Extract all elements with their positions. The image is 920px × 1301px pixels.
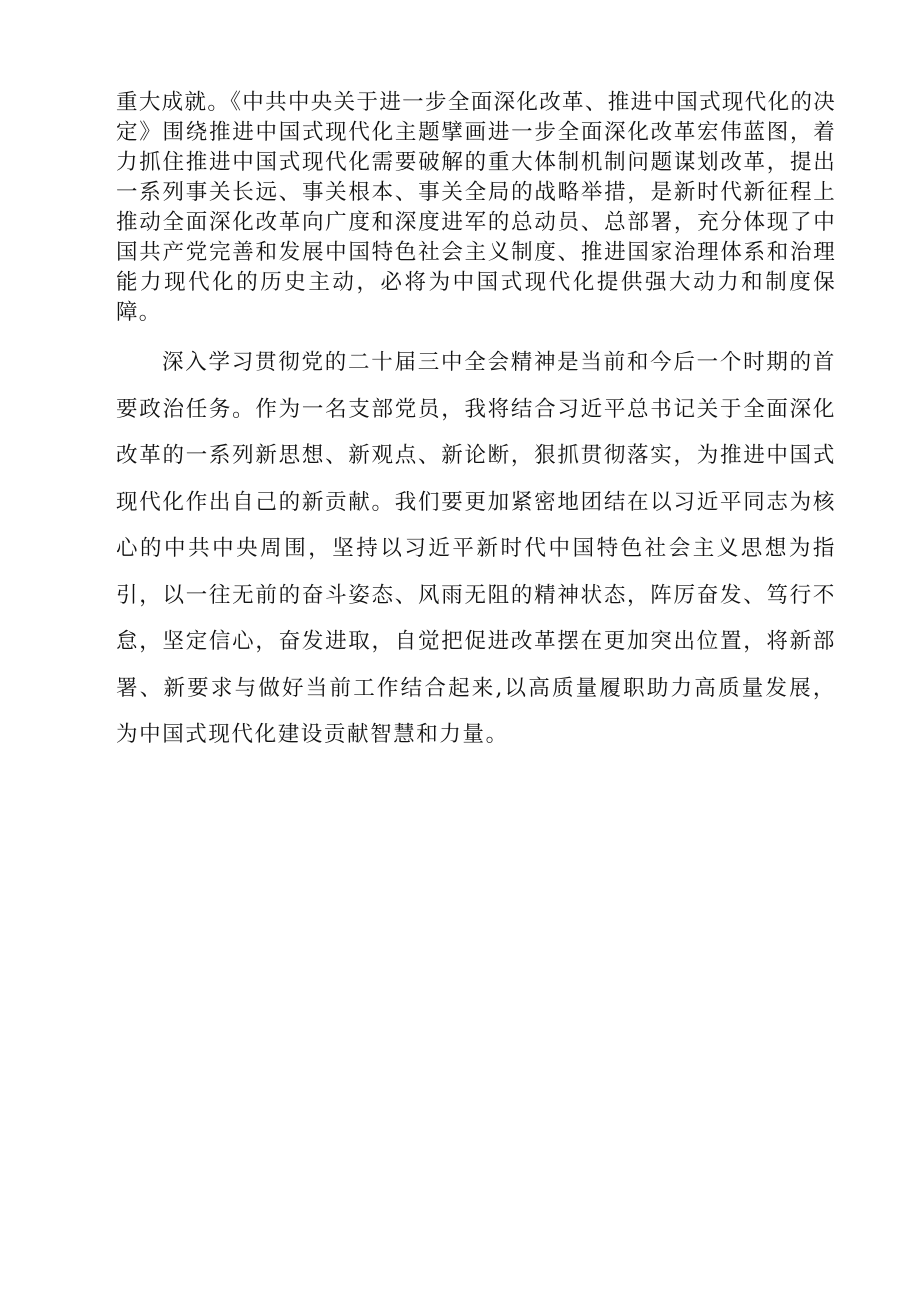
paragraph-2: 深入学习贯彻党的二十届三中全会精神是当前和今后一个时期的首要政治任务。作为一名支部党员，我将结合习近平总书记关于全面深化改革的一系列新思想、新观点、新论断，狠抓贯彻落实，为推进中国式现代化作出自己的新贡献。我们要更加紧密地团结在以习近平同志为核心的中共中央周围，坚持以习近平新时代中国特色社会主义思想为指引，以一往无前的奋斗姿态、风雨无阻的精神状态，阵厉奋发、笃行不怠，坚定信心，奋发进取，自觉把促进改革摆在更加突出位置，将新部署、新要求与做好当前工作结合起来,以高质量履职助力高质量发展，为中国式现代化建设贡献智慧和力量。 bbox=[116, 350, 836, 747]
paragraph-1: 重大成就。《中共中央关于进一步全面深化改革、推进中国式现代化的决定》围绕推进中国式现代化主题擘画进一步全面深化改革宏伟蓝图，着力抓住推进中国式现代化需要破解的重大体制机制问题谋划改革，提出一系列事关长远、事关根本、事关全局的战略举措，是新时代新征程上推动全面深化改革向广度和深度进军的总动员、总部署，充分体现了中国共产党完善和发展中国特色社会主义制度、推进国家治理体系和治理能力现代化的历史主动，必将为中国式现代化提供强大动力和制度保障。 bbox=[116, 90, 836, 325]
